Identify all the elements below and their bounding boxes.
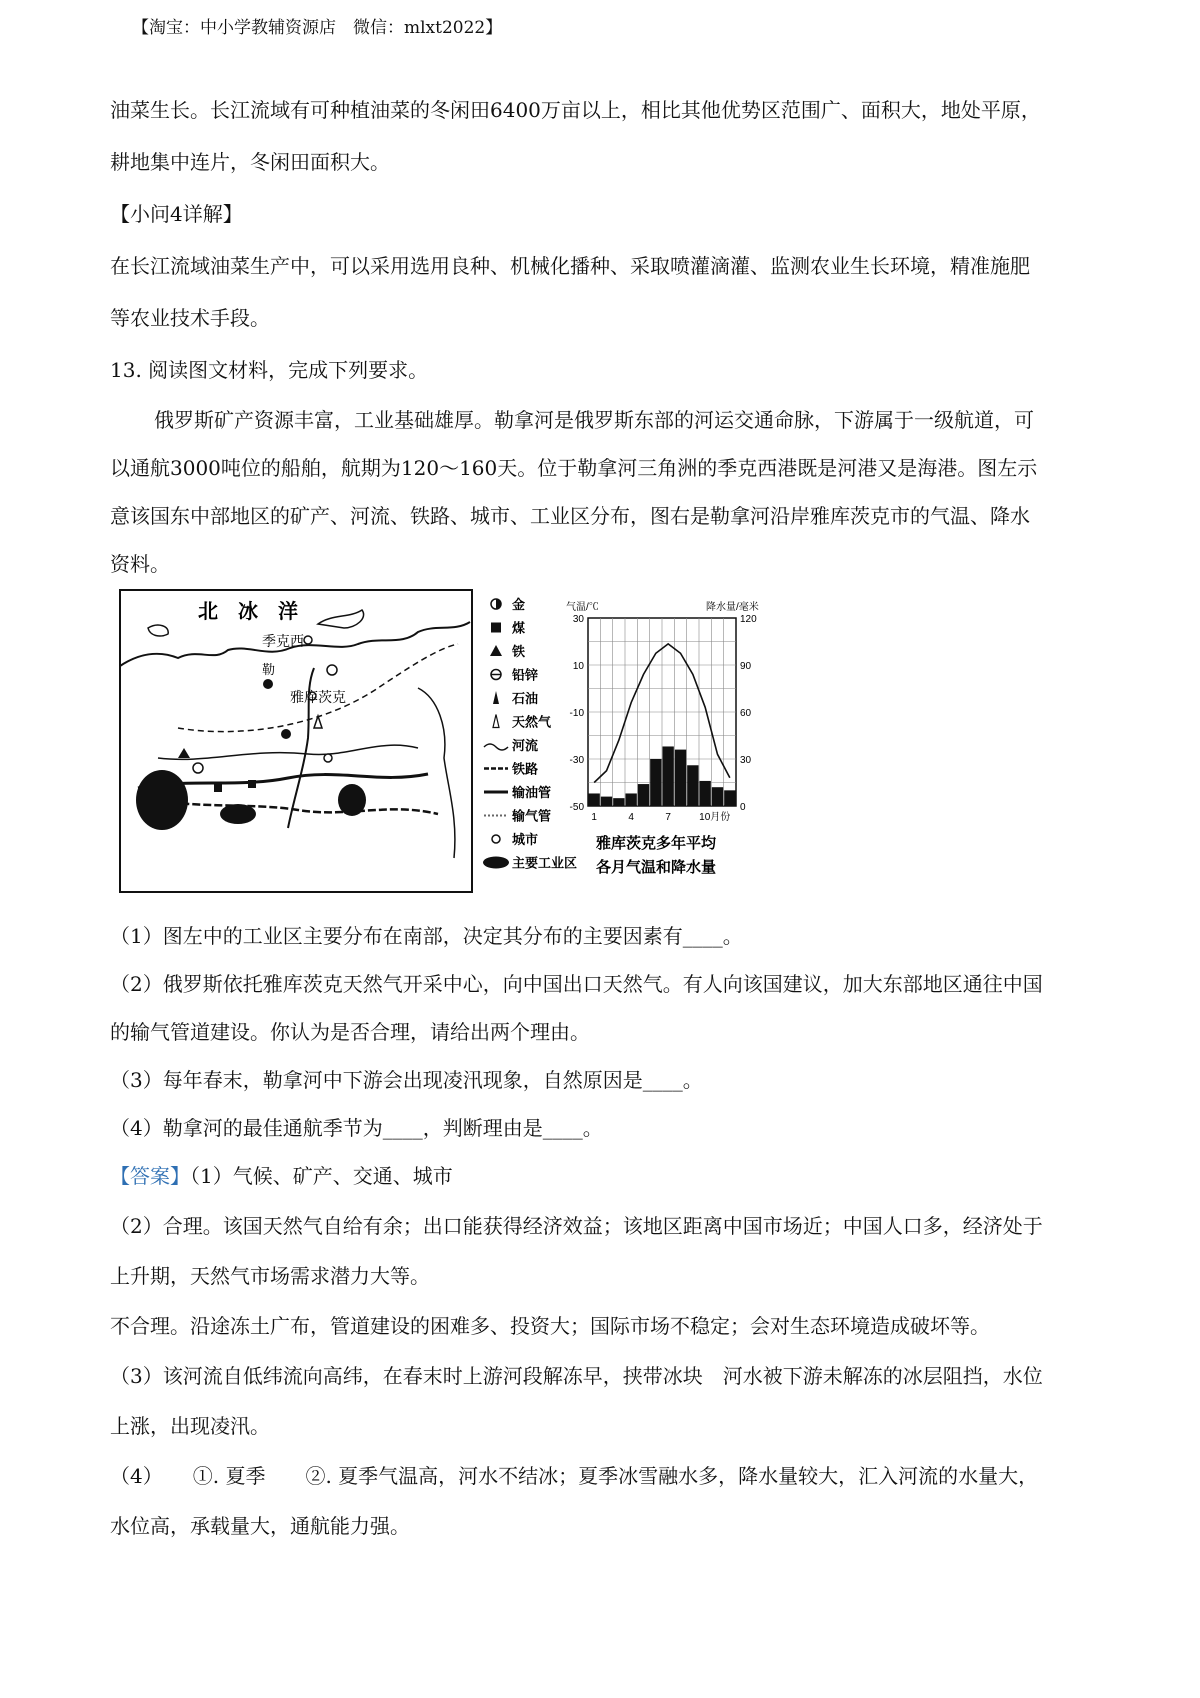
answer-tag: 【答案】 (110, 1164, 190, 1188)
legend-label: 主要工业区 (512, 855, 578, 871)
month-tick: 4 (628, 812, 634, 823)
answer-line: 上涨，出现凌汛。 (110, 1414, 270, 1438)
legend-label: 河流 (512, 738, 539, 753)
temp-axis-label: 气温/℃ (566, 602, 599, 613)
question-line: （4）勒拿河的最佳通航季节为____，判断理由是____。 (110, 1116, 603, 1140)
russia-map (120, 590, 472, 892)
precip-bar (601, 797, 612, 806)
industrial-zone-icon (483, 857, 509, 869)
question-title: 13. 阅读图文材料，完成下列要求。 (110, 358, 429, 382)
temp-tick: 30 (572, 614, 584, 625)
text-line: 耕地集中连片，冬闲田面积大。 (110, 150, 390, 174)
answer-line: 水位高，承载量大，通航能力强。 (110, 1514, 410, 1538)
iron-icon (490, 645, 502, 656)
legend-label: 石油 (512, 691, 539, 706)
lead-zinc-icon (491, 670, 501, 680)
answer-line: （2）合理。该国天然气自给有余；出口能获得经济效益；该地区距离中国市场近；中国人口多，经济处于 (110, 1214, 1043, 1238)
map-river-label: 勒 (262, 662, 276, 677)
precip-bar (663, 746, 674, 806)
precip-bar (638, 784, 649, 806)
month-tick: 1 (591, 812, 597, 823)
precip-tick: 90 (740, 661, 752, 672)
answer-line: （4） ①. 夏季 ②. 夏季气温高，河水不结冰；夏季冰雪融水多，降水量较大，汇入河流的水量大， (110, 1464, 1039, 1488)
legend-label: 铅锌 (512, 667, 539, 683)
legend-label: 城市 (512, 832, 539, 847)
material-line: 意该国东中部地区的矿产、河流、铁路、城市、工业区分布，图右是勒拿河沿岸雅库茨克市的气温、降水 (110, 504, 1030, 528)
figure (118, 588, 798, 898)
map-city-tiksi: 季克西 (262, 635, 304, 650)
answer-line: 上升期，天然气市场需求潜力大等。 (110, 1264, 430, 1288)
precip-bar (700, 781, 711, 806)
precip-tick: 30 (740, 755, 752, 766)
question-line: （1）图左中的工业区主要分布在南部，决定其分布的主要因素有____。 (110, 924, 743, 948)
precip-axis-label: 降水量/毫米 (706, 602, 759, 613)
precip-bar (687, 765, 698, 806)
text-line: 在长江流域油菜生产中，可以采用选用良种、机械化播种、采取喷灌滴灌、监测农业生长环境，精准施肥 (110, 254, 1030, 278)
legend-label: 铁 (512, 644, 526, 659)
legend-label: 输气管 (512, 808, 552, 824)
chart-caption: 各月气温和降水量 (596, 860, 717, 876)
precip-bar (712, 787, 723, 806)
page-header: 【淘宝：中小学教辅资源店 微信：mlxt2022】 (132, 18, 503, 38)
temp-tick: -10 (569, 708, 584, 719)
precip-bar (675, 750, 686, 806)
material-line: 资料。 (110, 552, 170, 576)
legend-label: 煤 (512, 620, 526, 636)
month-tick: 7 (665, 812, 671, 823)
map-city-yakutsk: 雅库茨克 (290, 691, 346, 706)
precip-bar (589, 793, 600, 806)
precip-tick: 60 (740, 708, 752, 719)
legend-label: 输油管 (512, 785, 552, 800)
answer-1: （1）气候、矿产、交通、城市 (190, 1164, 453, 1188)
text-line: 油菜生长。长江流域有可种植油菜的冬闲田6400万亩以上，相比其他优势区范围广、面积大，地处平原， (110, 98, 1041, 122)
gold-icon (491, 599, 501, 609)
sub-question-heading: 【小问4详解】 (110, 202, 243, 226)
oil-icon (493, 691, 499, 704)
chart-caption: 雅库茨克多年平均 (596, 836, 717, 852)
coal-icon (491, 623, 501, 633)
answer-line: 不合理。沿途冻土广布，管道建设的困难多、投资大；国际市场不稳定；会对生态环境造成破坏等。 (110, 1314, 990, 1338)
question-line: （3）每年春末，勒拿河中下游会出现凌汛现象，自然原因是____。 (110, 1068, 703, 1092)
answer-line-1 (110, 1162, 453, 1190)
legend-label: 铁路 (512, 761, 539, 777)
temp-tick: 10 (572, 661, 584, 672)
precip-tick: 0 (740, 802, 746, 813)
legend-label: 金 (512, 597, 526, 612)
map-ocean-label: 北 冰 洋 (198, 601, 298, 623)
river-icon (484, 744, 508, 750)
precip-bar (626, 793, 637, 806)
gas-icon (493, 715, 499, 728)
climate-chart (566, 600, 759, 876)
material-line: 以通航3000吨位的船舶，航期为120～160天。位于勒拿河三角洲的季克西港既是河港又是海港。图左示 (110, 456, 1038, 480)
answer-line: （3）该河流自低纬流向高纬，在春末时上游河段解冻早，挟带冰块 河水被下游未解冻的冰层阻挡，水位 (110, 1364, 1043, 1388)
city-icon (492, 835, 500, 843)
x-axis-label: 10月份 (699, 812, 731, 823)
legend-label: 天然气 (512, 714, 552, 730)
precip-bar (724, 790, 735, 806)
precip-bar (650, 759, 661, 806)
map-legend (483, 597, 577, 871)
precip-bar (613, 798, 624, 806)
precip-tick: 120 (740, 614, 757, 625)
question-line: 的输气管道建设。你认为是否合理，请给出两个理由。 (110, 1020, 590, 1044)
material-line: 俄罗斯矿产资源丰富，工业基础雄厚。勒拿河是俄罗斯东部的河运交通命脉，下游属于一级航道，可 (154, 408, 1034, 432)
question-line: （2）俄罗斯依托雅库茨克天然气开采中心，向中国出口天然气。有人向该国建议，加大东部地区通往中国 (110, 972, 1043, 996)
temp-tick: -50 (569, 802, 584, 813)
text-line: 等农业技术手段。 (110, 306, 270, 330)
temp-tick: -30 (569, 755, 584, 766)
